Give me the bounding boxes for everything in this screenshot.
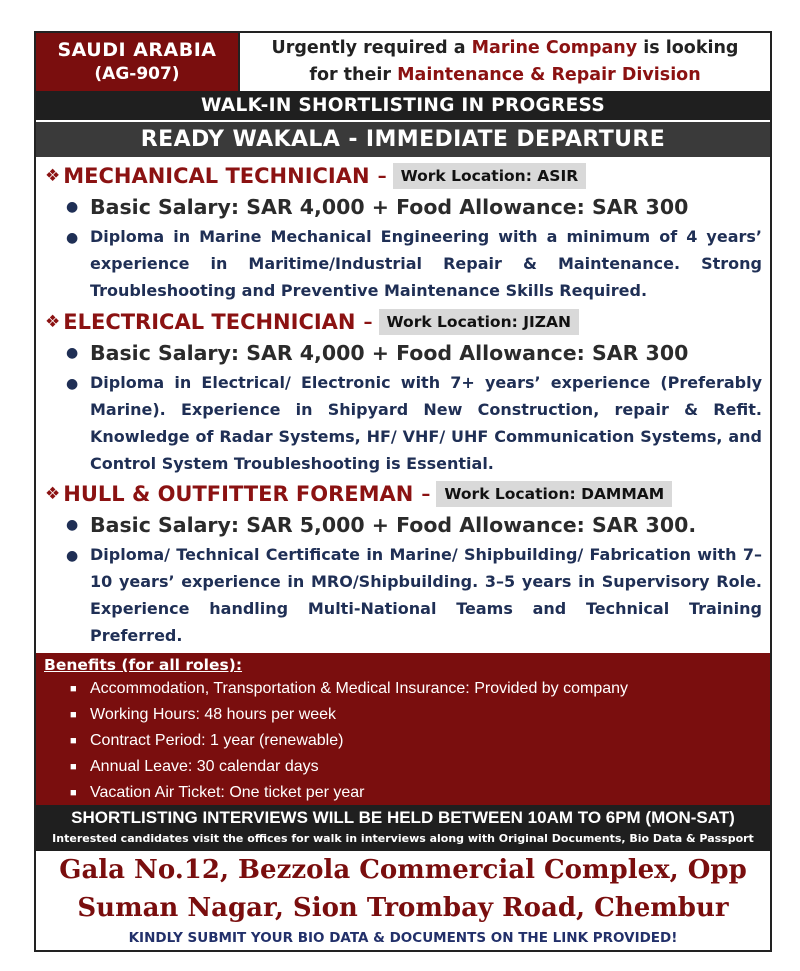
bullet-icon: ●: [66, 230, 79, 246]
walk-in-banner: WALK-IN SHORTLISTING IN PROGRESS: [36, 91, 770, 120]
benefit-text: Accommodation, Transportation & Medical Insurance: Provided by company: [90, 680, 629, 697]
division-highlight: Maintenance & Repair Division: [397, 65, 701, 85]
salary-text: Basic Salary: SAR 4,000 + Food Allowance: SAR 300: [90, 341, 689, 365]
bullet-icon: ●: [66, 517, 79, 533]
job-section: [36, 479, 770, 649]
requirements-text: Diploma/ Technical Certificate in Marine/ Shipbuilding/ Fabrication with 7–10 years’ experience in MRO/Shipbuilding. 3–5 years in Supervisory Role. Experience handling Multi-National Teams and Technical Training Preferred.: [90, 545, 762, 645]
benefit-item: [70, 780, 770, 806]
separator: –: [363, 311, 373, 333]
interview-banner: [36, 805, 770, 851]
salary-text: Basic Salary: SAR 5,000 + Food Allowance: SAR 300.: [90, 513, 697, 537]
salary-text: Basic Salary: SAR 4,000 + Food Allowance: SAR 300: [90, 195, 689, 219]
square-bullet-icon: ■: [70, 761, 77, 773]
job-section: [36, 161, 770, 307]
benefits-section: [36, 653, 770, 805]
job-advertisement: [34, 31, 772, 952]
requirements-row: [36, 369, 770, 479]
intro-line-1: [272, 35, 739, 62]
salary-row: [36, 337, 770, 369]
header-intro: [240, 33, 770, 91]
diamond-bullet-icon: ❖: [45, 166, 61, 186]
requirements-text: Diploma in Electrical/ Electronic with 7+ years’ experience (Preferably Marine). Experience in Shipyard New Construction, repair & Refit. Knowledge of Radar Systems, HF/ VHF/ UHF Communication Systems, and Control System Troubleshooting is Essential.: [90, 373, 762, 473]
address-line-2: Suman Nagar, Sion Trombay Road, Chembur: [77, 893, 729, 923]
interview-timing: SHORTLISTING INTERVIEWS WILL BE HELD BETWEEN 10AM TO 6PM (MON-SAT): [71, 808, 735, 827]
job-title: MECHANICAL TECHNICIAN: [63, 164, 370, 188]
requirements-row: [36, 223, 770, 307]
country-name: SAUDI ARABIA: [57, 39, 217, 61]
benefit-text: Annual Leave: 30 calendar days: [90, 758, 319, 775]
benefit-item: [70, 754, 770, 780]
requirements-row: [36, 541, 770, 649]
salary-row: [36, 191, 770, 223]
company-highlight: Marine Company: [471, 38, 638, 58]
benefit-item: [70, 702, 770, 728]
bullet-icon: ●: [66, 548, 79, 564]
benefit-text: Contract Period: 1 year (renewable): [90, 732, 344, 749]
intro-line-2: [309, 62, 700, 89]
interview-instructions: Interested candidates visit the offices for walk in interviews along with Original Documents, Bio Data & Passport: [52, 832, 754, 845]
submit-note: KINDLY SUBMIT YOUR BIO DATA & DOCUMENTS ON THE LINK PROVIDED!: [128, 930, 678, 946]
diamond-bullet-icon: ❖: [45, 312, 61, 332]
address-section: [36, 851, 770, 949]
separator: –: [421, 483, 431, 505]
requirements-text: Diploma in Marine Mechanical Engineering with a minimum of 4 years’ experience in Maritime/Industrial Repair & Maintenance. Strong Troubleshooting and Preventive Maintenance Skills Required.: [90, 227, 762, 300]
job-title: HULL & OUTFITTER FOREMAN: [63, 482, 414, 506]
job-section: [36, 307, 770, 479]
square-bullet-icon: ■: [70, 787, 77, 799]
job-title-row: [36, 479, 770, 509]
benefit-text: Working Hours: 48 hours per week: [90, 706, 337, 723]
intro-text: for their: [309, 65, 398, 85]
benefit-item: [70, 728, 770, 754]
square-bullet-icon: ■: [70, 735, 77, 747]
square-bullet-icon: ■: [70, 709, 77, 721]
bullet-icon: ●: [66, 199, 79, 215]
square-bullet-icon: ■: [70, 683, 77, 695]
job-title-row: [36, 161, 770, 191]
work-location: Work Location: DAMMAM: [436, 481, 672, 507]
job-title-row: [36, 307, 770, 337]
salary-row: [36, 509, 770, 541]
bullet-icon: ●: [66, 376, 79, 392]
benefit-item: [70, 676, 770, 702]
country-badge: [36, 33, 240, 91]
bullet-icon: ●: [66, 345, 79, 361]
header: [36, 33, 770, 91]
departure-banner: READY WAKALA - IMMEDIATE DEPARTURE: [36, 122, 770, 157]
intro-text: is looking: [637, 38, 739, 58]
separator: –: [377, 165, 387, 187]
work-location: Work Location: JIZAN: [379, 309, 579, 335]
benefits-heading: Benefits (for all roles):: [44, 656, 243, 674]
benefit-text: Vacation Air Ticket: One ticket per year: [90, 784, 365, 801]
work-location: Work Location: ASIR: [393, 163, 587, 189]
job-list: [36, 161, 770, 649]
diamond-bullet-icon: ❖: [45, 484, 61, 504]
job-title: ELECTRICAL TECHNICIAN: [63, 310, 356, 334]
intro-text: Urgently required a: [271, 38, 472, 58]
reference-code: (AG-907): [94, 64, 180, 84]
address-line-1: Gala No.12, Bezzola Commercial Complex, Opp: [59, 855, 747, 885]
